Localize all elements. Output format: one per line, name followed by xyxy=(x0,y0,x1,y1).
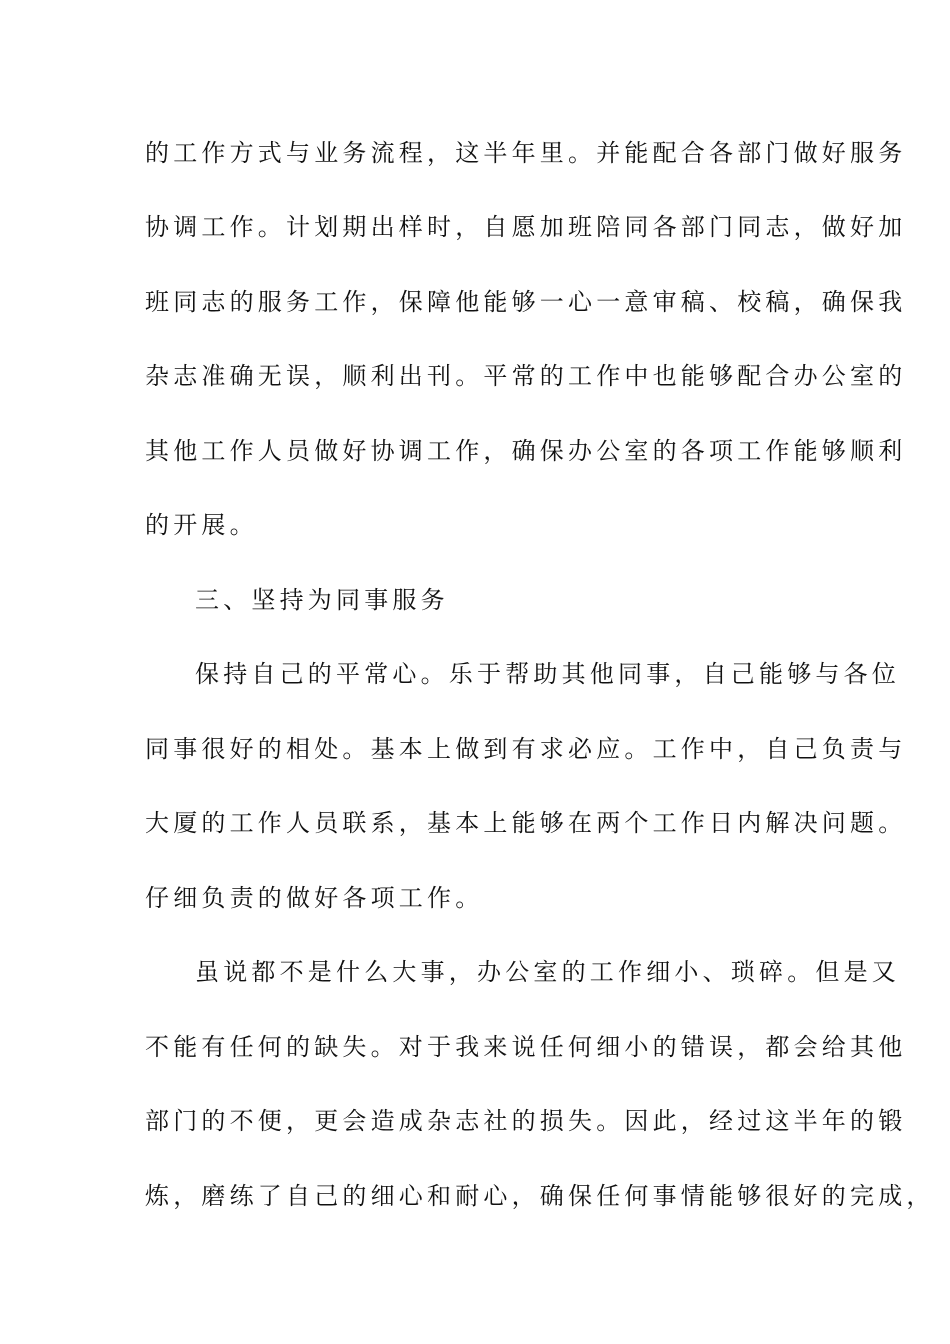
body-text-line: 不能有任何的缺失。对于我来说任何细小的错误，都会给其他 xyxy=(145,1033,907,1061)
body-text-line: 杂志准确无误，顺利出刊。平常的工作中也能够配合办公室的 xyxy=(145,362,907,390)
body-text-line: 仔细负责的做好各项工作。 xyxy=(145,884,484,912)
body-text-line: 大厦的工作人员联系，基本上能够在两个工作日内解决问题。 xyxy=(145,809,907,837)
body-text-line: 的开展。 xyxy=(145,511,258,539)
body-text-line: 协调工作。计划期出样时，自愿加班陪同各部门同志，做好加 xyxy=(145,213,907,241)
body-text-line: 虽说都不是什么大事，办公室的工作细小、琐碎。但是又 xyxy=(195,958,900,986)
section-heading: 三、坚持为同事服务 xyxy=(195,586,449,614)
body-text-line: 同事很好的相处。基本上做到有求必应。工作中，自己负责与 xyxy=(145,735,907,763)
body-text-line: 班同志的服务工作，保障他能够一心一意审稿、校稿，确保我 xyxy=(145,288,907,316)
body-text-line: 部门的不便，更会造成杂志社的损失。因此，经过这半年的锻 xyxy=(145,1107,907,1135)
body-text-line: 的工作方式与业务流程，这半年里。并能配合各部门做好服务 xyxy=(145,139,907,167)
body-text-line: 炼，磨练了自己的细心和耐心，确保任何事情能够很好的完成， xyxy=(145,1182,935,1210)
body-text-line: 其他工作人员做好协调工作，确保办公室的各项工作能够顺利 xyxy=(145,437,907,465)
body-text-line: 保持自己的平常心。乐于帮助其他同事，自己能够与各位 xyxy=(195,660,900,688)
